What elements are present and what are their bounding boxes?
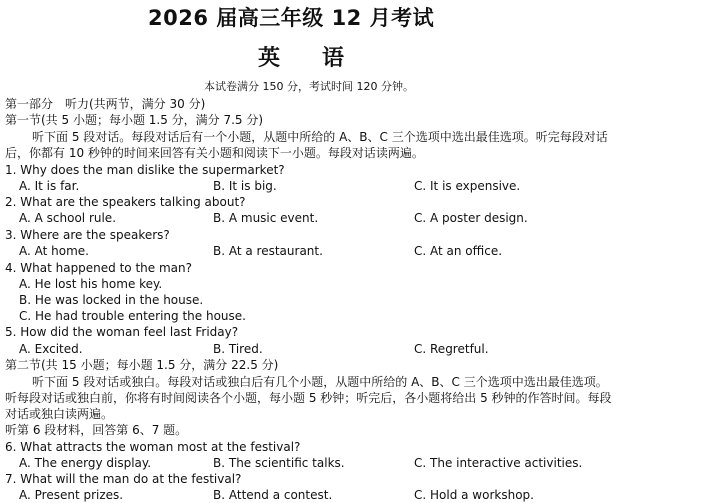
option-b: B. At a restaurant. xyxy=(213,244,323,258)
option-c: C. A poster design. xyxy=(414,211,528,225)
option-b: B. Attend a contest. xyxy=(213,488,333,502)
instruction-line: 听下面 5 段对话。每段对话后有一个小题，从题中所给的 A、B、C 三个选项中选出最佳选项。听完每段对话 xyxy=(32,130,608,144)
question-stem: 4. What happened to the man? xyxy=(5,261,192,275)
option-b: B. He was locked in the house. xyxy=(19,293,204,307)
material-note: 听第 6 段材料，回答第 6、7 题。 xyxy=(5,423,188,437)
option-a: A. The energy display. xyxy=(19,456,152,470)
subject-title: 英 语 xyxy=(258,46,355,71)
option-b: B. It is big. xyxy=(213,179,277,193)
question-stem: 3. Where are the speakers? xyxy=(5,228,170,242)
question-stem: 7. What will the man do at the festival? xyxy=(5,472,242,486)
option-b: B. The scientific talks. xyxy=(213,456,345,470)
option-c: C. Regretful. xyxy=(414,342,489,356)
section-heading: 第二节(共 15 小题；每小题 1.5 分，满分 22.5 分) xyxy=(5,358,279,372)
instruction-line: 听下面 5 段对话或独白。每段对话或独白后有几个小题，从题中所给的 A、B、C 三个选项中选出最佳选项。 xyxy=(32,375,608,389)
exam-title: 2026 届高三年级 12 月考试 xyxy=(148,6,435,30)
option-c: C. At an office. xyxy=(414,244,503,258)
part-heading: 第一部分 听力(共两节，满分 30 分) xyxy=(5,97,206,111)
option-c: C. Hold a workshop. xyxy=(414,488,534,502)
question-stem: 2. What are the speakers talking about? xyxy=(5,195,246,209)
option-a: A. Present prizes. xyxy=(19,488,124,502)
instruction-line: 后，你都有 10 秒钟的时间来回答有关小题和阅读下一小题。每段对话读两遍。 xyxy=(5,146,424,160)
option-a: A. It is far. xyxy=(19,179,80,193)
exam-note: 本试卷满分 150 分，考试时间 120 分钟。 xyxy=(204,80,414,93)
option-b: B. A music event. xyxy=(213,211,319,225)
option-b: B. Tired. xyxy=(213,342,263,356)
option-a: A. He lost his home key. xyxy=(19,277,163,291)
option-c: C. He had trouble entering the house. xyxy=(19,309,246,323)
option-a: A. Excited. xyxy=(19,342,83,356)
option-a: A. At home. xyxy=(19,244,89,258)
option-c: C. The interactive activities. xyxy=(414,456,583,470)
question-stem: 6. What attracts the woman most at the festival? xyxy=(5,440,301,454)
section-heading: 第一节(共 5 小题；每小题 1.5 分，满分 7.5 分) xyxy=(5,113,264,127)
option-c: C. It is expensive. xyxy=(414,179,521,193)
instruction-line: 对话或独白读两遍。 xyxy=(5,407,114,421)
question-stem: 5. How did the woman feel last Friday? xyxy=(5,325,239,339)
instruction-line: 听每段对话或独白前，你将有时间阅读各个小题，每小题 5 秒钟；听完后，各小题将给出 5 秒钟的作答时间。每段 xyxy=(5,391,612,405)
option-a: A. A school rule. xyxy=(19,211,117,225)
question-stem: 1. Why does the man dislike the supermarket? xyxy=(5,163,285,177)
